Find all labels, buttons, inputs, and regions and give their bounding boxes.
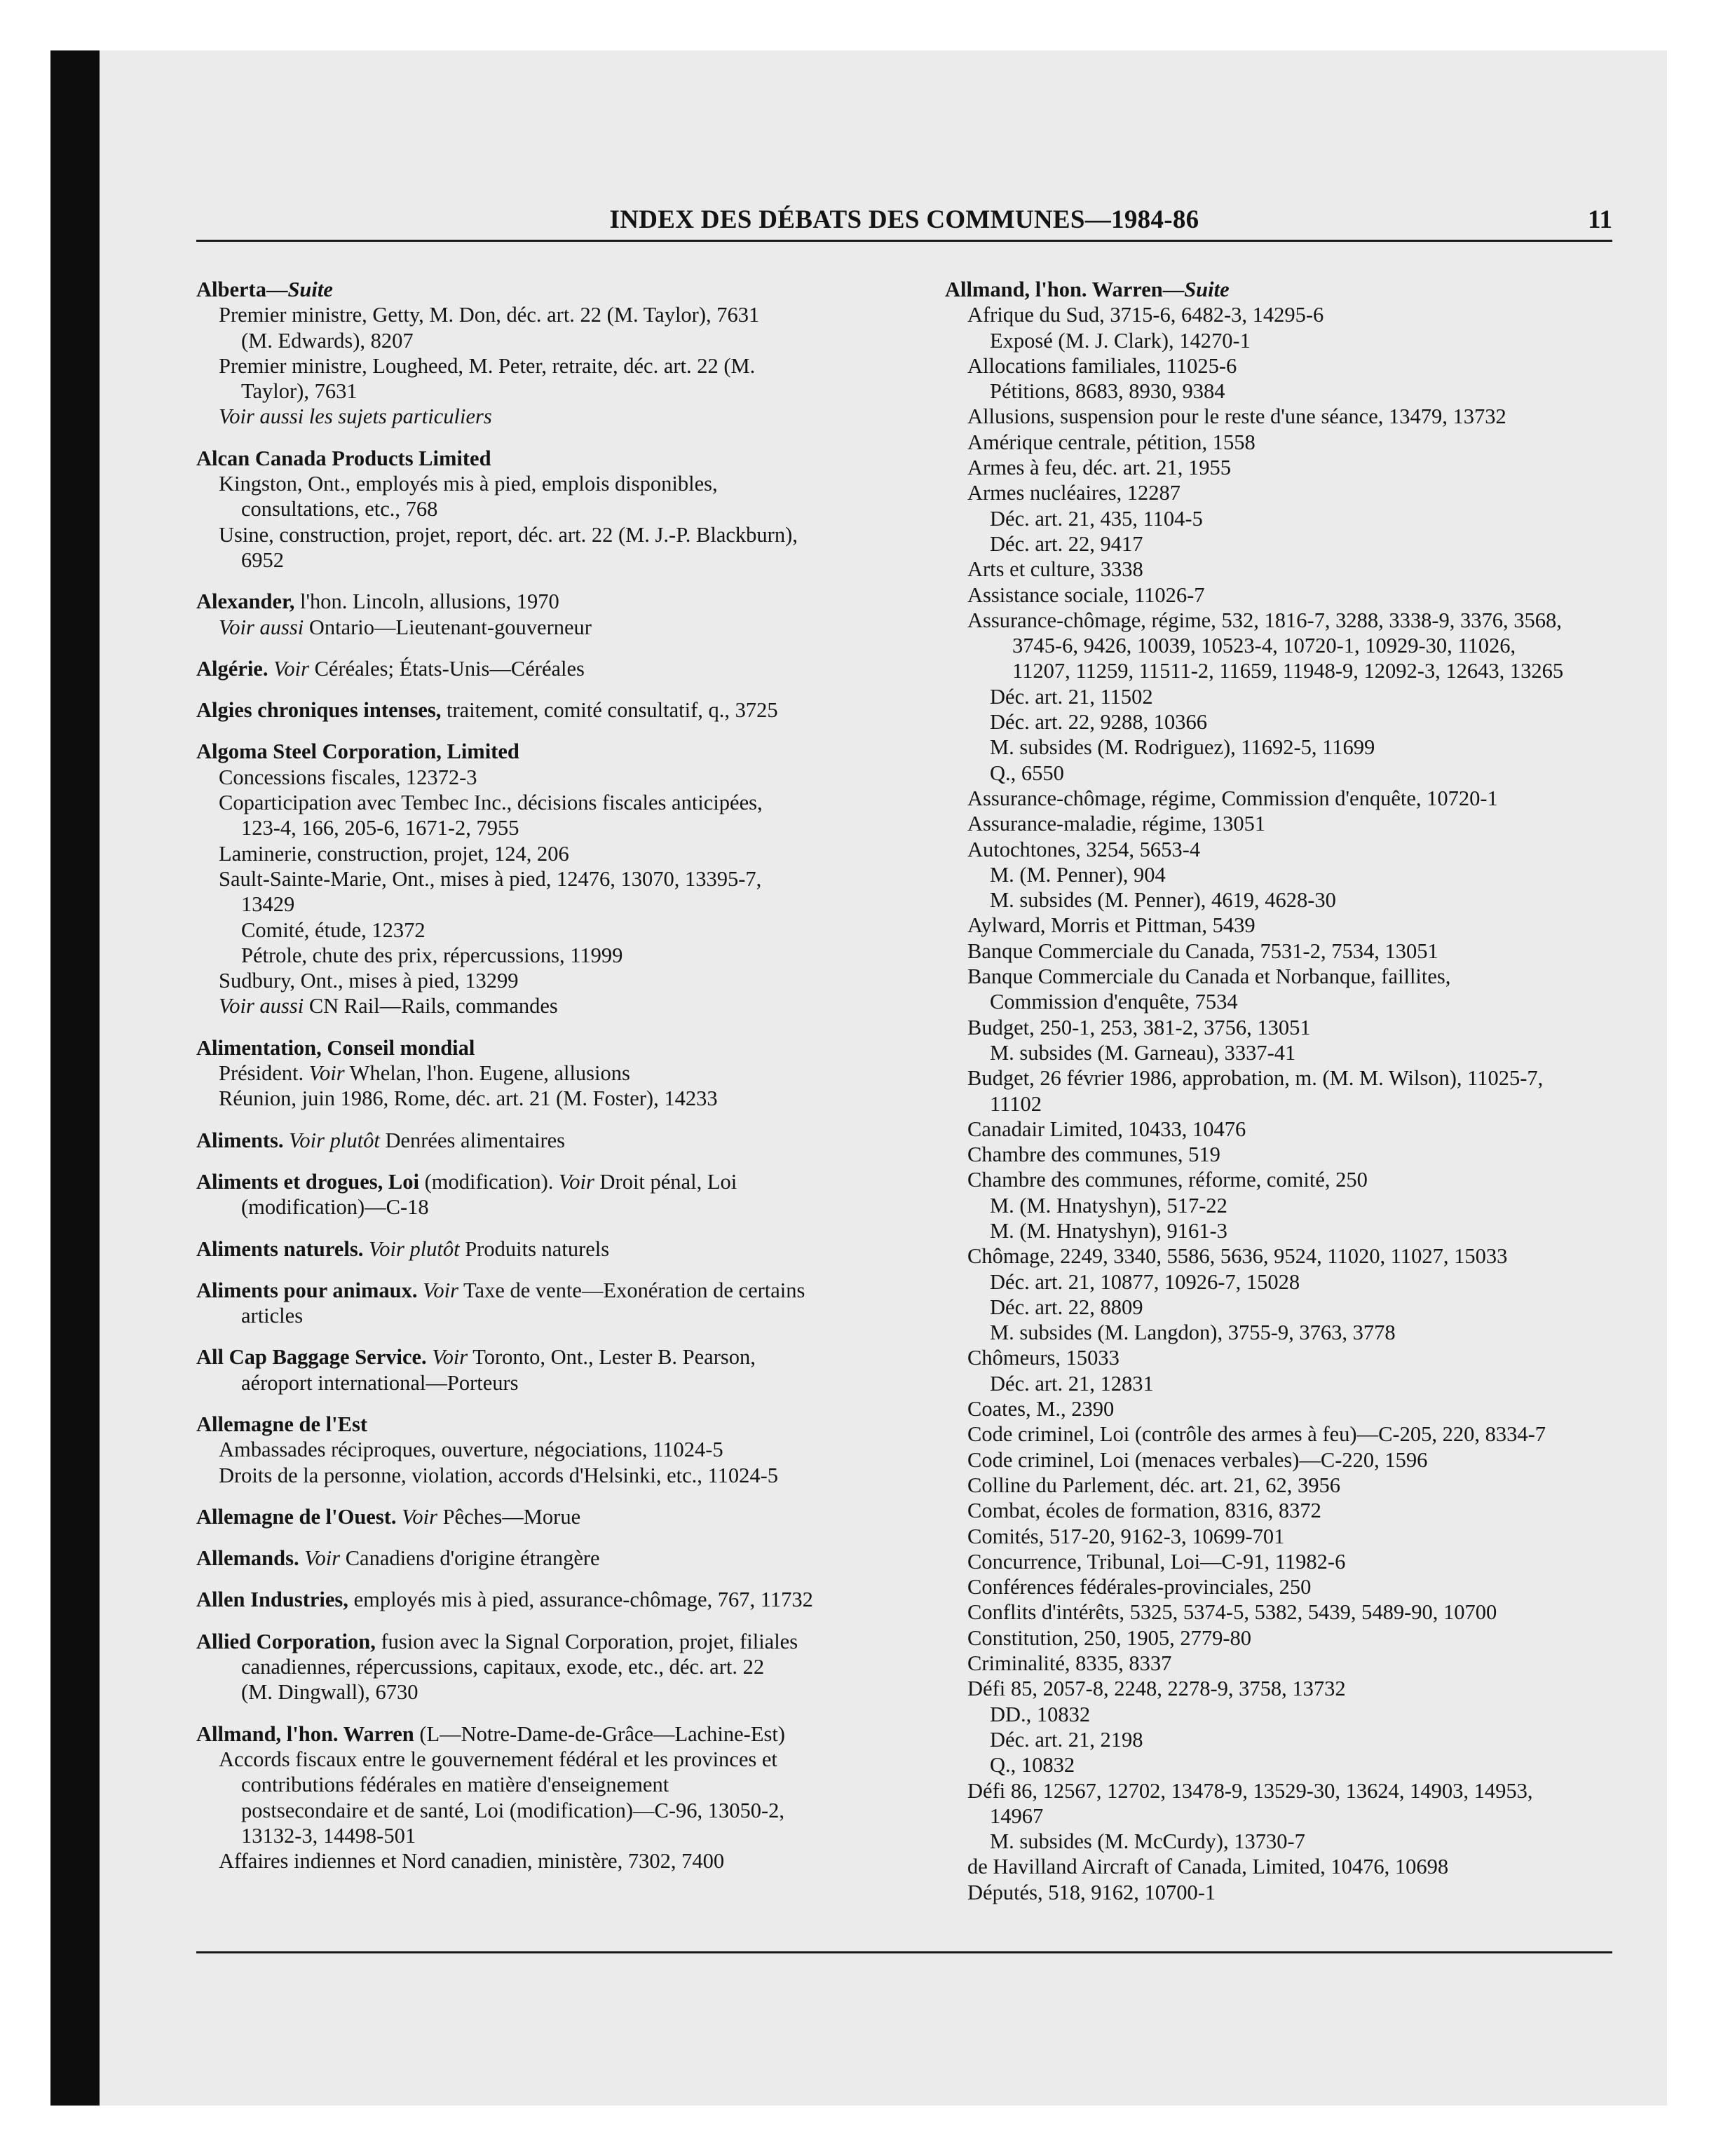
- entry-text: Sudbury, Ont., mises à pied, 13299: [219, 969, 519, 993]
- entry-heading-line: [196, 589, 890, 614]
- page-header: [196, 205, 1612, 243]
- entry-text: Armes nucléaires, 12287: [967, 481, 1181, 505]
- subentry-line: [196, 815, 890, 840]
- subentry-line: [945, 1676, 1618, 1701]
- subentry-line: [945, 1524, 1618, 1549]
- entry-text: [397, 1505, 402, 1529]
- entry-text: Assistance sociale, 11026-7: [967, 582, 1205, 607]
- entry-text: de Havilland Aircraft of Canada, Limited, 10476, 10698: [967, 1855, 1449, 1879]
- entry-text: Chômeurs, 15033: [967, 1346, 1120, 1370]
- entry-text: [363, 1237, 369, 1261]
- entry-text: Pétrole, chute des prix, répercussions, 11999: [241, 943, 623, 967]
- subentry-line: [196, 404, 890, 429]
- index-entry: [196, 739, 890, 1018]
- subentry-line: [196, 1798, 890, 1823]
- subentry-line: [196, 1463, 890, 1488]
- entry-heading-line: [196, 277, 890, 302]
- entry-text: Combat, écoles de formation, 8316, 8372: [967, 1499, 1321, 1523]
- entry-text: Constitution, 250, 1905, 2779-80: [967, 1625, 1251, 1650]
- subentry-line: [196, 1370, 890, 1396]
- entry-term: Allmand, l'hon. Warren: [196, 1721, 414, 1746]
- subentry-line: [945, 760, 1618, 786]
- subentry-line: [945, 1880, 1618, 1905]
- index-entry: [196, 1128, 890, 1153]
- entry-heading-line: [196, 1504, 890, 1529]
- subentry-line: [945, 1091, 1618, 1117]
- cross-reference-label: Voir: [559, 1169, 594, 1194]
- index-entry: [196, 446, 890, 573]
- cross-reference-label: Voir: [402, 1504, 437, 1529]
- index-entry: [196, 697, 890, 723]
- entry-text: (M. Edwards), 8207: [241, 328, 414, 353]
- entry-text: contributions fédérales en matière d'enseignement: [241, 1773, 669, 1797]
- entry-heading-line: [196, 1721, 890, 1747]
- subentry-line: [196, 1303, 890, 1328]
- subentry-line: [945, 1345, 1618, 1370]
- entry-text: Ambassades réciproques, ouverture, négociations, 11024-5: [219, 1438, 723, 1462]
- entry-text: Afrique du Sud, 3715-6, 6482-3, 14295-6: [967, 303, 1324, 327]
- entry-text: Déc. art. 21, 12831: [990, 1371, 1154, 1396]
- entry-text: consultations, etc., 768: [241, 497, 438, 521]
- subentry-line: [945, 1269, 1618, 1295]
- entry-text: Toronto, Ont., Lester B. Pearson,: [468, 1345, 756, 1370]
- subentry-line: [945, 1854, 1618, 1879]
- subentry-line: [945, 862, 1618, 887]
- subentry-line: [945, 1574, 1618, 1599]
- cross-reference-label: Voir aussi: [219, 994, 304, 1018]
- subentry-line: [945, 1142, 1618, 1167]
- entry-text: Produits naturels: [459, 1236, 610, 1261]
- entry-text: Déc. art. 21, 11502: [990, 684, 1153, 709]
- cross-reference-label: Voir plutôt: [368, 1236, 460, 1261]
- entry-term: Alcan Canada Products Limited: [196, 446, 491, 470]
- entry-term: Algérie.: [196, 656, 268, 681]
- index-entry: [196, 1278, 890, 1329]
- entry-text: Déc. art. 21, 435, 1104-5: [990, 506, 1203, 531]
- entry-text: Canadair Limited, 10433, 10476: [967, 1117, 1246, 1141]
- index-column-left: [196, 277, 890, 1874]
- entry-text: postsecondaire et de santé, Loi (modification)—C-96, 13050-2,: [241, 1798, 785, 1822]
- entry-text: 123-4, 166, 205-6, 1671-2, 7955: [241, 816, 519, 840]
- subentry-line: [945, 939, 1618, 964]
- subentry-line: [945, 1065, 1618, 1091]
- subentry-line: [945, 786, 1618, 811]
- entry-text: 13132-3, 14498-501: [241, 1823, 416, 1848]
- entry-text: Aylward, Morris et Pittman, 5439: [967, 913, 1256, 938]
- entry-text: Canadiens d'origine étrangère: [340, 1546, 600, 1571]
- entry-text: Président.: [219, 1061, 309, 1086]
- entry-text: Banque Commerciale du Canada et Norbanque, faillites,: [967, 964, 1451, 989]
- index-entry: [196, 589, 890, 640]
- entry-text: Colline du Parlement, déc. art. 21, 62, 3956: [967, 1473, 1340, 1497]
- entry-text: M. subsides (M. Garneau), 3337-41: [990, 1040, 1296, 1065]
- entry-term: Suite: [287, 278, 333, 301]
- entry-text: Taylor), 7631: [241, 379, 358, 404]
- subentry-line: [196, 353, 890, 378]
- subentry-line: [945, 837, 1618, 862]
- index-entry: [196, 1035, 890, 1112]
- binding-shadow: [50, 50, 100, 2106]
- entry-text: Premier ministre, Lougheed, M. Peter, retraite, déc. art. 22 (M.: [219, 353, 756, 378]
- entry-term: Allmand, l'hon. Warren—: [945, 278, 1185, 301]
- entry-text: M. subsides (M. Rodriguez), 11692-5, 11699: [990, 735, 1375, 760]
- entry-text: Denrées alimentaires: [379, 1128, 566, 1152]
- entry-text: 3745-6, 9426, 10039, 10523-4, 10720-1, 10929-30, 11026,: [1012, 634, 1516, 658]
- entry-heading-line: [196, 697, 890, 723]
- index-entry: [196, 1236, 890, 1262]
- entry-text: Allocations familiales, 11025-6: [967, 353, 1237, 378]
- entry-text: Chambre des communes, réforme, comité, 250: [967, 1168, 1368, 1192]
- subentry-line: [196, 790, 890, 815]
- entry-text: Kingston, Ont., employés mis à pied, emplois disponibles,: [219, 472, 718, 496]
- subentry-line: [945, 1295, 1618, 1320]
- subentry-line: [945, 1040, 1618, 1065]
- entry-text: Sault-Sainte-Marie, Ont., mises à pied, 12476, 13070, 13395-7,: [219, 866, 762, 891]
- cross-reference-label: Voir plutôt: [289, 1128, 380, 1152]
- subentry-line: [945, 989, 1618, 1014]
- subentry-line: [945, 455, 1618, 480]
- entry-text: Réunion, juin 1986, Rome, déc. art. 21 (M. Foster), 14233: [219, 1086, 718, 1111]
- entry-text: Coparticipation avec Tembec Inc., décisions fiscales anticipées,: [219, 791, 763, 815]
- subentry-line: [945, 658, 1618, 683]
- entry-term: Alimentation, Conseil mondial: [196, 1035, 475, 1060]
- entry-term: Aliments et drogues, Loi: [196, 1169, 419, 1194]
- subentry-line: [945, 1752, 1618, 1778]
- entry-text: Pêches—Morue: [437, 1504, 581, 1529]
- index-entry: [196, 656, 890, 681]
- entry-term: Suite: [1184, 278, 1230, 301]
- subentry-line: [945, 378, 1618, 404]
- subentry-line: [945, 608, 1618, 633]
- entry-text: Concessions fiscales, 12372-3: [219, 765, 477, 789]
- subentry-line: [196, 302, 890, 327]
- entry-text: aéroport international—Porteurs: [241, 1370, 519, 1395]
- subentry-line: [196, 1654, 890, 1679]
- subentry-line: [945, 1473, 1618, 1498]
- subentry-line: [945, 1727, 1618, 1752]
- cross-reference-label: Voir aussi: [219, 615, 304, 639]
- entry-text: Pétitions, 8683, 8930, 9384: [990, 379, 1225, 404]
- entry-text: Q., 10832: [990, 1753, 1075, 1778]
- entry-text: (M. Dingwall), 6730: [241, 1680, 419, 1705]
- subentry-line: [196, 1772, 890, 1797]
- cross-reference-label: Voir: [304, 1546, 341, 1571]
- entry-heading-line: [196, 1128, 890, 1153]
- page-number: 11: [1588, 205, 1612, 234]
- entry-term: Algoma Steel Corporation, Limited: [196, 739, 519, 764]
- entry-heading-line: [196, 1546, 890, 1571]
- entry-text: Déc. art. 21, 10877, 10926-7, 15028: [990, 1269, 1300, 1294]
- entry-text: Concurrence, Tribunal, Loi—C-91, 11982-6: [967, 1549, 1346, 1574]
- subentry-line: [196, 1823, 890, 1848]
- subentry-line: [196, 496, 890, 521]
- entry-text: Déc. art. 21, 2198: [990, 1727, 1143, 1752]
- entry-text: [268, 657, 273, 681]
- entry-text: Droit pénal, Loi: [594, 1169, 737, 1194]
- cross-reference-label: Voir: [308, 1061, 345, 1086]
- entry-text: Commission d'enquête, 7534: [990, 990, 1238, 1014]
- entry-heading-line: [945, 277, 1618, 302]
- subentry-line: [945, 302, 1618, 327]
- cross-reference-label: Voir aussi les sujets particuliers: [219, 404, 492, 429]
- entry-heading-line: [196, 1169, 890, 1194]
- subentry-line: [945, 1702, 1618, 1727]
- entry-heading-line: [196, 739, 890, 764]
- entry-text: l'hon. Lincoln, allusions, 1970: [294, 589, 559, 614]
- index-entry: [196, 1721, 890, 1874]
- subentry-line: [945, 633, 1618, 658]
- subentry-line: [945, 582, 1618, 608]
- subentry-line: [196, 1679, 890, 1705]
- subentry-line: [196, 1747, 890, 1772]
- entry-text: (modification)—C-18: [241, 1195, 429, 1220]
- subentry-line: [945, 557, 1618, 582]
- entry-text: Code criminel, Loi (menaces verbales)—C-220, 1596: [967, 1447, 1428, 1472]
- entry-text: DD., 10832: [990, 1702, 1091, 1726]
- running-title: INDEX DES DÉBATS DES COMMUNES—1984-86: [609, 205, 1199, 234]
- subentry-line: [945, 1599, 1618, 1625]
- entry-text: Whelan, l'hon. Eugene, allusions: [344, 1061, 630, 1086]
- cross-reference-label: Voir: [423, 1278, 458, 1302]
- entry-text: Conférences fédérales-provinciales, 250: [967, 1575, 1312, 1599]
- subentry-line: [945, 964, 1618, 989]
- entry-term: Algies chroniques intenses,: [196, 698, 442, 723]
- subentry-line: [945, 735, 1618, 760]
- entry-text: Déc. art. 22, 9417: [990, 531, 1143, 556]
- entry-text: Autochtones, 3254, 5653-4: [967, 837, 1201, 861]
- subentry-line: [196, 917, 890, 943]
- entry-term: Aliments naturels.: [196, 1236, 364, 1261]
- entry-term: Aliments.: [196, 1128, 284, 1152]
- entry-term: Allen Industries,: [196, 1588, 348, 1612]
- subentry-line: [945, 353, 1618, 378]
- entry-text: fusion avec la Signal Corporation, projet, filiales: [375, 1629, 798, 1653]
- subentry-line: [945, 1193, 1618, 1218]
- subentry-line: [945, 328, 1618, 353]
- entry-text: Droits de la personne, violation, accords d'Helsinki, etc., 11024-5: [219, 1463, 779, 1487]
- entry-text: Déc. art. 22, 9288, 10366: [990, 710, 1208, 735]
- subentry-line: [196, 968, 890, 993]
- index-column-right: [945, 277, 1618, 1905]
- subentry-line: [945, 913, 1618, 938]
- subentry-line: [945, 1803, 1618, 1829]
- subentry-line: [196, 1848, 890, 1874]
- subentry-line: [945, 1421, 1618, 1447]
- entry-text: Coates, M., 2390: [967, 1397, 1115, 1421]
- subentry-line: [196, 378, 890, 404]
- footer-rule: [196, 1951, 1612, 1953]
- subentry-line: [196, 547, 890, 573]
- entry-text: 11207, 11259, 11511-2, 11659, 11948-9, 12092-3, 12643, 13265: [1012, 659, 1564, 683]
- subentry-line: [945, 811, 1618, 836]
- cross-reference-label: Voir: [273, 656, 309, 681]
- entry-text: M. (M. Penner), 904: [990, 862, 1166, 887]
- entry-text: M. subsides (M. McCurdy), 13730-7: [990, 1829, 1305, 1854]
- subentry-line: [196, 866, 890, 892]
- subentry-line: [945, 1396, 1618, 1421]
- entry-text: employés mis à pied, assurance-chômage, 767, 11732: [348, 1588, 813, 1612]
- subentry-line: [945, 1371, 1618, 1396]
- subentry-line: [945, 1015, 1618, 1040]
- subentry-line: [196, 522, 890, 547]
- entry-text: Assurance-chômage, régime, 532, 1816-7, 3288, 3338-9, 3376, 3568,: [967, 608, 1562, 632]
- subentry-line: [196, 471, 890, 496]
- entry-text: M. (M. Hnatyshyn), 517-22: [990, 1193, 1227, 1217]
- entry-text: 6952: [241, 547, 284, 572]
- entry-text: Comité, étude, 12372: [241, 917, 426, 942]
- entry-text: 13429: [241, 892, 295, 917]
- subentry-line: [945, 1117, 1618, 1142]
- subentry-line: [945, 684, 1618, 709]
- subentry-line: [196, 328, 890, 353]
- entry-term: Allied Corporation,: [196, 1629, 376, 1653]
- cross-reference-label: Voir: [432, 1345, 468, 1370]
- entry-text: Armes à feu, déc. art. 21, 1955: [967, 456, 1232, 480]
- entry-text: CN Rail—Rails, commandes: [304, 994, 558, 1018]
- entry-text: Chambre des communes, 519: [967, 1142, 1220, 1167]
- subentry-line: [945, 430, 1618, 455]
- subentry-line: [196, 1060, 890, 1086]
- subentry-line: [945, 506, 1618, 531]
- entry-text: canadiennes, répercussions, capitaux, exode, etc., déc. art. 22: [241, 1655, 765, 1679]
- index-entry: [945, 277, 1618, 1905]
- entry-text: Allusions, suspension pour le reste d'une séance, 13479, 13732: [967, 404, 1506, 429]
- entry-text: Q., 6550: [990, 760, 1064, 785]
- entry-text: Assurance-chômage, régime, Commission d'enquête, 10720-1: [967, 786, 1498, 810]
- subentry-line: [196, 615, 890, 640]
- entry-text: Usine, construction, projet, report, déc. art. 22 (M. J.-P. Blackburn),: [219, 522, 798, 547]
- entry-text: Députés, 518, 9162, 10700-1: [967, 1880, 1216, 1904]
- subentry-line: [945, 709, 1618, 735]
- entry-text: Exposé (M. J. Clark), 14270-1: [990, 328, 1251, 353]
- subentry-line: [196, 1194, 890, 1220]
- entry-text: Budget, 26 février 1986, approbation, m. (M. M. Wilson), 11025-7,: [967, 1066, 1544, 1091]
- entry-text: Conflits d'intérêts, 5325, 5374-5, 5382, 5439, 5489-90, 10700: [967, 1600, 1497, 1625]
- entry-text: Défi 85, 2057-8, 2248, 2278-9, 3758, 13732: [967, 1677, 1346, 1701]
- entry-heading-line: [196, 1629, 890, 1654]
- entry-text: [418, 1278, 423, 1302]
- header-rule: [196, 240, 1612, 242]
- entry-text: Assurance-maladie, régime, 13051: [967, 812, 1266, 836]
- entry-heading-line: [196, 1035, 890, 1060]
- subentry-line: [945, 404, 1618, 429]
- index-entry: [196, 1169, 890, 1220]
- entry-text: M. (M. Hnatyshyn), 9161-3: [990, 1218, 1227, 1243]
- entry-text: Chômage, 2249, 3340, 5586, 5636, 9524, 11020, 11027, 15033: [967, 1244, 1508, 1269]
- subentry-line: [196, 841, 890, 866]
- index-entry: [196, 1344, 890, 1396]
- entry-text: Code criminel, Loi (contrôle des armes à feu)—C-205, 220, 8334-7: [967, 1422, 1546, 1447]
- entry-text: (L—Notre-Dame-de-Grâce—Lachine-Est): [414, 1721, 785, 1746]
- subentry-line: [945, 1167, 1618, 1192]
- index-entry: [196, 1504, 890, 1529]
- entry-text: Arts et culture, 3338: [967, 557, 1143, 582]
- subentry-line: [945, 1549, 1618, 1574]
- subentry-line: [945, 1218, 1618, 1243]
- entry-text: Affaires indiennes et Nord canadien, ministère, 7302, 7400: [219, 1849, 725, 1874]
- entry-term: All Cap Baggage Service.: [196, 1345, 427, 1370]
- subentry-line: [945, 1320, 1618, 1345]
- subentry-line: [945, 1625, 1618, 1651]
- entry-text: Laminerie, construction, projet, 124, 206: [219, 841, 569, 866]
- entry-text: Criminalité, 8335, 8337: [967, 1651, 1172, 1676]
- index-entry: [196, 1546, 890, 1571]
- subentry-line: [196, 1086, 890, 1111]
- subentry-line: [945, 1447, 1618, 1473]
- entry-text: Céréales; États-Unis—Céréales: [308, 656, 585, 681]
- entry-term: Aliments pour animaux.: [196, 1278, 418, 1302]
- subentry-line: [945, 1778, 1618, 1803]
- entry-heading-line: [196, 1236, 890, 1262]
- entry-text: traitement, comité consultatif, q., 3725: [441, 698, 778, 723]
- entry-text: M. subsides (M. Langdon), 3755-9, 3763, 3778: [990, 1321, 1396, 1345]
- subentry-line: [945, 887, 1618, 913]
- entry-text: Banque Commerciale du Canada, 7531-2, 7534, 13051: [967, 939, 1438, 963]
- entry-text: Premier ministre, Getty, M. Don, déc. art. 22 (M. Taylor), 7631: [219, 303, 760, 327]
- entry-term: Allemagne de l'Ouest.: [196, 1504, 397, 1529]
- entry-text: Taxe de vente—Exonération de certains: [458, 1278, 805, 1302]
- entry-term: Allemagne de l'Est: [196, 1412, 367, 1436]
- entry-heading-line: [196, 1344, 890, 1370]
- entry-heading-line: [196, 1587, 890, 1612]
- subentry-line: [945, 1651, 1618, 1676]
- index-entry: [196, 1412, 890, 1488]
- entry-text: Défi 86, 12567, 12702, 13478-9, 13529-30, 13624, 14903, 14953,: [967, 1778, 1533, 1803]
- subentry-line: [196, 765, 890, 790]
- entry-heading-line: [196, 1412, 890, 1437]
- subentry-line: [196, 1437, 890, 1462]
- entry-heading-line: [196, 446, 890, 471]
- entry-term: Allemands.: [196, 1546, 299, 1571]
- subentry-line: [196, 892, 890, 917]
- subentry-line: [196, 993, 890, 1018]
- subentry-line: [945, 531, 1618, 557]
- subentry-line: [945, 1243, 1618, 1269]
- entry-text: Ontario—Lieutenant-gouverneur: [304, 615, 592, 639]
- entry-text: Budget, 250-1, 253, 381-2, 3756, 13051: [967, 1015, 1311, 1039]
- entry-text: Comités, 517-20, 9162-3, 10699-701: [967, 1524, 1285, 1548]
- index-entry: [196, 277, 890, 430]
- entry-text: (modification).: [419, 1169, 559, 1194]
- index-entry: [196, 1587, 890, 1612]
- entry-term: Alexander,: [196, 589, 295, 614]
- subentry-line: [945, 480, 1618, 505]
- entry-text: articles: [241, 1304, 304, 1328]
- entry-heading-line: [196, 656, 890, 681]
- subentry-line: [945, 1829, 1618, 1854]
- entry-text: Déc. art. 22, 8809: [990, 1295, 1143, 1319]
- entry-text: Amérique centrale, pétition, 1558: [967, 430, 1256, 454]
- subentry-line: [196, 943, 890, 968]
- entry-text: Accords fiscaux entre le gouvernement fédéral et les provinces et: [219, 1747, 777, 1771]
- entry-text: 11102: [990, 1091, 1042, 1116]
- index-entry: [196, 1629, 890, 1705]
- entry-term: Alberta—: [196, 278, 288, 301]
- entry-text: M. subsides (M. Penner), 4619, 4628-30: [990, 888, 1336, 913]
- entry-text: 14967: [990, 1803, 1044, 1828]
- subentry-line: [945, 1498, 1618, 1523]
- entry-heading-line: [196, 1278, 890, 1303]
